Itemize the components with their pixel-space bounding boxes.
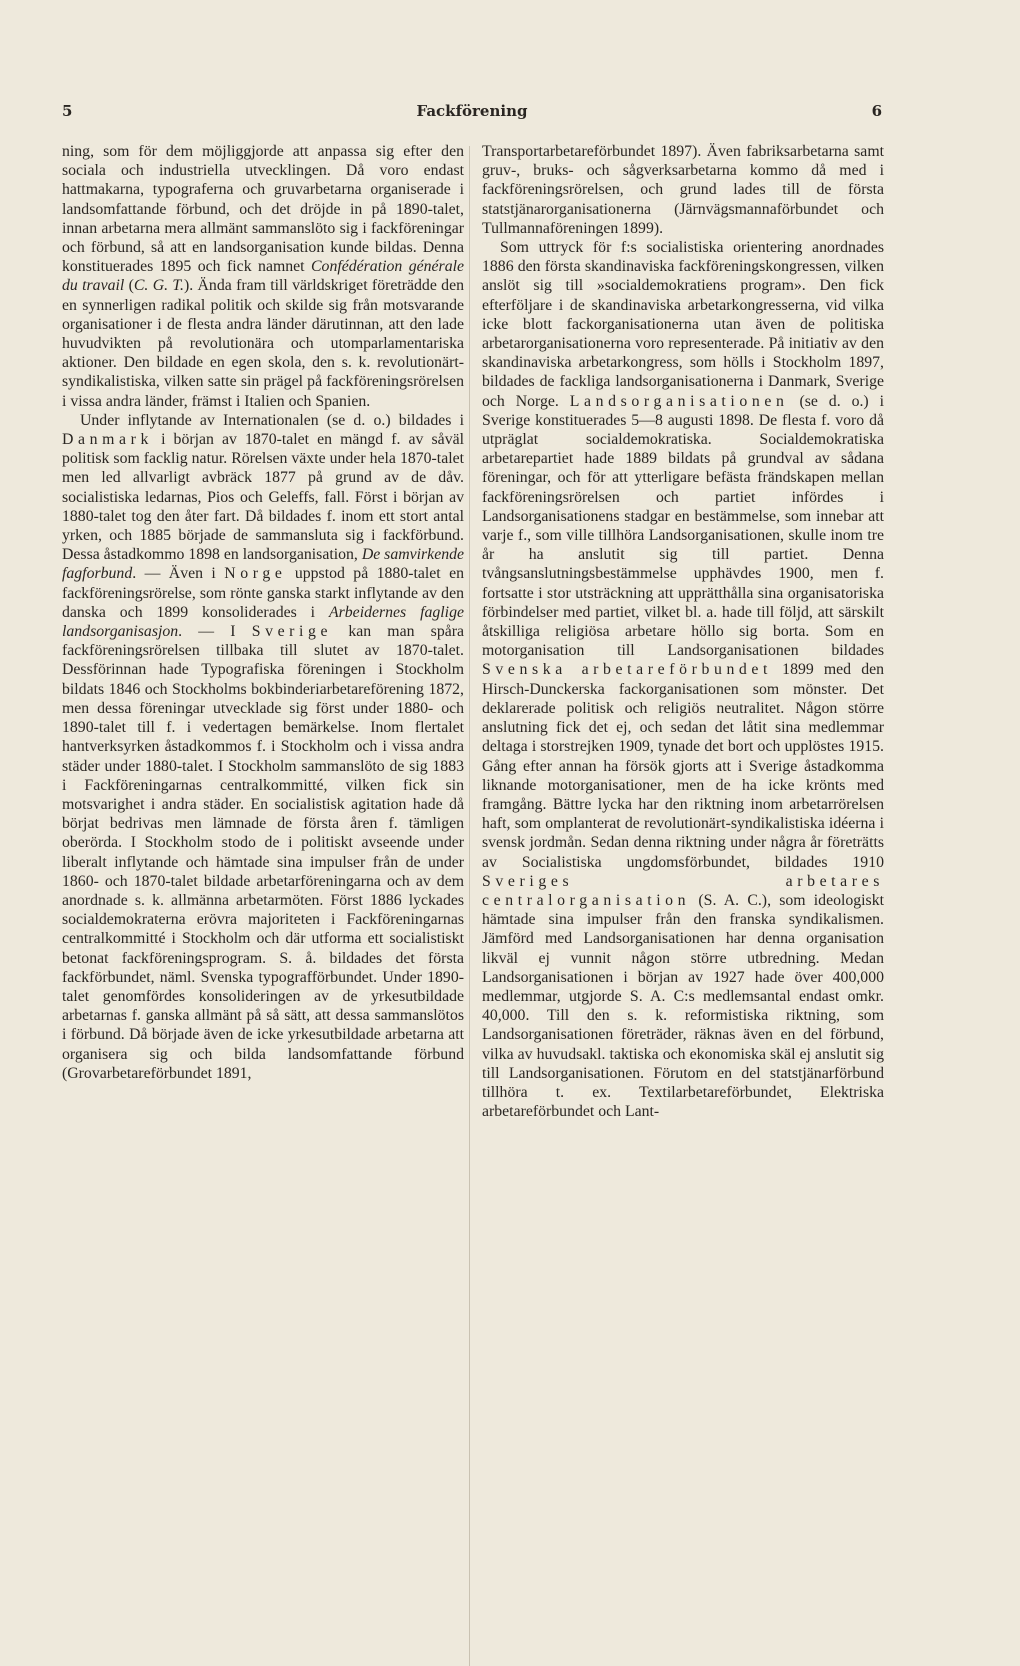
text-run: i början av 1870-talet en mängd f. av såväl politisk som facklig natur. Rörelsen växte under hela 1870-talet men led allvarligt avbräck 1877 på grund av de dåv. socialistiska ledarnas, Pios och Geleffs, fall. Först i början av 1880-talet tog den åter fart. Då bildades f. inom ett stort antal yrken, och 1885 började de sammansluta sig i fackförbund. Dessa åstadkommo 1898 en landsorganisation, — [62, 431, 464, 564]
spaced-term: Norge — [224, 565, 287, 583]
text-run: Under inflytande av Internationalen (se d. o.) bildades i — [80, 411, 464, 429]
spaced-term: Svenska arbetareförbundet — [482, 661, 773, 679]
paragraph — [482, 238, 884, 1121]
text-run: 1899 med den Hirsch-Dunckerska fackorganisationen som mönster. Det deklarerade politisk och religiös neutralitet. Någon större anslutning fick det ej, och sedan det låtit sina medlemmar deltaga i storstrejken 1909, tynade det bort och upplöstes 1915. Gång efter annan ha försök gjorts att i Sverige åstadkomma liknande motorganisationer, men de ha icke krönts med framgång. Bättre lycka har den riktning inom arbetarrörelsen haft, som omplanterat de revolutionärt-syndikalistiska idéerna i svensk jordmån. Sedan denna riktning under några år företrätts av Socialistiska ungdomsförbundet, bildades 1910 — [482, 661, 884, 871]
paragraph — [62, 411, 464, 1083]
text-run: ). Ända fram till världskriget företrädde den en synnerligen radikal politik och skilde sig från motsvarande organisationer i de flesta andra länder därutinnan, att den lade huvudvikten på revolutionära och utomparlamentariska aktioner. Den bildade en egen skola, den s. k. revolutionärt-syndikalistiska, vilken satte sin prägel på fackföreningsrörelsen i vissa andra länder, främst i Italien och Spanien. — [62, 277, 464, 410]
left-column — [62, 142, 464, 1083]
text-run: uppstod på 1880-talet en fackföreningsrörelse, som rönte ganska starkt inflytande av den danska och 1899 konsoliderades i — [62, 565, 464, 621]
italic-term: De samvirkende fagforbund — [62, 546, 465, 583]
text-run: . — I — [178, 623, 252, 641]
page-header — [62, 100, 882, 130]
text-run: kan man spåra fackföreningsrörelsen tillbaka till slutet av 1870-talet. Dessförinnan hade Typografiska föreningen i Stockholm bildats 1846 och Stockholms bokbinderiarbetareförening 1872, men dessa föreningar utvecklade sig först under 1880- och 1890-talet till f. i vedertagen bemärkelse. Inom flertalet hantverksyrken åstadkommos f. i Stockholm och i vissa andra städer under 1880-talet. I Stockholm sammanslöto de sig 1883 i Fackföreningarnas centralkommitté, vilken fick sin motsvarighet i andra städer. En socialistisk agitation hade då börjat bedrivas men lämnade de första åren f. tämligen oberörda. I Stockholm stodo de i politiskt avseende under liberalt inflytande och hämtade sina impulser från de under 1860- och 1870-talet bildade arbetarföreningarna och av dem anordnade s. k. allmänna arbetarmöten. Först 1886 lyckades socialdemokraterna erövra majoriteten i Fackföreningarnas centralkommitté i Stockholm och där utforma ett socialistiskt betonat fackföreningsprogram. S. å. bildades det första fackförbundet, näml. Svenska typografförbundet. Under 1890-talet genomfördes konsolideringen av de yrkesutbildade arbetarnas f. ganska allmänt på så sätt, att dessa sammanslötos i förbund. Då började även de icke yrkesutbildade arbetarna att organisera sig och bilda landsomfattande förbund (Grovarbetareförbundet 1891, — [62, 623, 465, 1082]
spaced-term: Landsorganisationen — [569, 392, 789, 410]
text-run: (S. A. C.), som ideologiskt hämtade sina impulser från den franska syndikalismen. Jämförd med Landsorganisationen har denna organisation likväl ej vunnit någon större utbredning. Medan Landsorganisationen i början av 1927 hade över 400,000 medlemmar, utgjorde S. A. C:s medlemsantal endast omkr. 40,000. Till den s. k. reformistiska riktning, som Landsorganisationen företräder, räknas även en del förbund, vilka av huvudsakl. taktiska och ekonomiska skäl ej anslutit sig till Landsorganisationen. Förutom en del statstjänarförbund tillhöra t. ex. Textilarbetareförbundet, Elektriska arbetareförbundet och Lant- — [482, 891, 884, 1121]
column-divider — [469, 146, 470, 1666]
page-number-right: 6 — [871, 102, 882, 120]
paragraph: Transportarbetareförbundet 1897). Även fabriksarbetarna samt gruv-, bruks- och sågverksarbetarna kommo då med i fackföreningsrörelsen, och grund lades till de första statstjänarorganisationerna (Järnvägsmannaförbundet och Tullmannaföreningen 1899). — [482, 143, 884, 237]
italic-abbreviation: C. G. T. — [133, 277, 184, 295]
italic-term: Arbeidernes faglige landsorganisasjon — [62, 603, 464, 641]
text-run: ( — [124, 277, 134, 295]
right-column — [482, 142, 884, 1121]
paragraph — [62, 142, 464, 411]
text-run: ning, som för dem möjliggjorde att anpassa sig efter den sociala och industriella utvecklingen. Då voro endast hattmakarna, typograferna och gruvarbetarna organiserade i landsomfattande förbund, och det dröjde in på 1890-talet, innan arbetarna mera allmänt sammanslöto sig i fackföreningar och förbund, så att en landsorganisation kunde bildas. Denna konstituerades 1895 och fick namnet — [62, 143, 464, 276]
text-run: (se d. o.) i Sverige konstituerades 5—8 augusti 1898. De flesta f. voro då utpräglat socialdemokratiska. Socialdemokratiska arbetarepartiet hade 1889 bildats på grundval av sådana föreningar, och för att ytterligare befästa frändskapen mellan fackföreningsrörelsen och partiet infördes i Landsorganisationens stadgar en bestämmelse, som innebar att varje f., som ville tillhöra Landsorganisationen, skulle inom tre år ha anslutit sig till partiet. Denna tvångsanslutningsbestämmelse upphävdes 1900, men f. fortsatte i stor utsträckning att upprätthålla sina organisatoriska förbindelser med partiet, vilket bl. a. hade till följd, att särskilt åtskilliga religiösa arbetare höllo sig borta. Som en motorganisation till Landsorganisationen bildades — [482, 392, 884, 660]
spaced-term: Sveriges arbetares centralorganisation — [482, 872, 884, 909]
text-run: Som uttryck för f:s socialistiska orientering anordnades 1886 den första skandinaviska fackföreningskongressen, vilken anslöt sig till »socialdemokratiens program». Den fick efterföljare i de skandinaviska arbetarkongresserna, vid vilka icke blott fackorganisationerna utan även de politiska arbetarorganisationerna voro representerade. På initiativ av den skandinaviska arbetarkongress, som hölls i Stockholm 1897, bildades de fackliga landsorganisationerna i Danmark, Sverige och Norge. — [482, 239, 884, 410]
spaced-term: Sverige — [251, 623, 333, 641]
page-number-left: 5 — [62, 102, 73, 120]
text-run: . — Även i — [132, 565, 225, 583]
spaced-term: Danmark — [62, 431, 153, 449]
italic-term: Confédération générale du travail — [62, 258, 465, 295]
running-title: Fackförening — [416, 102, 528, 120]
